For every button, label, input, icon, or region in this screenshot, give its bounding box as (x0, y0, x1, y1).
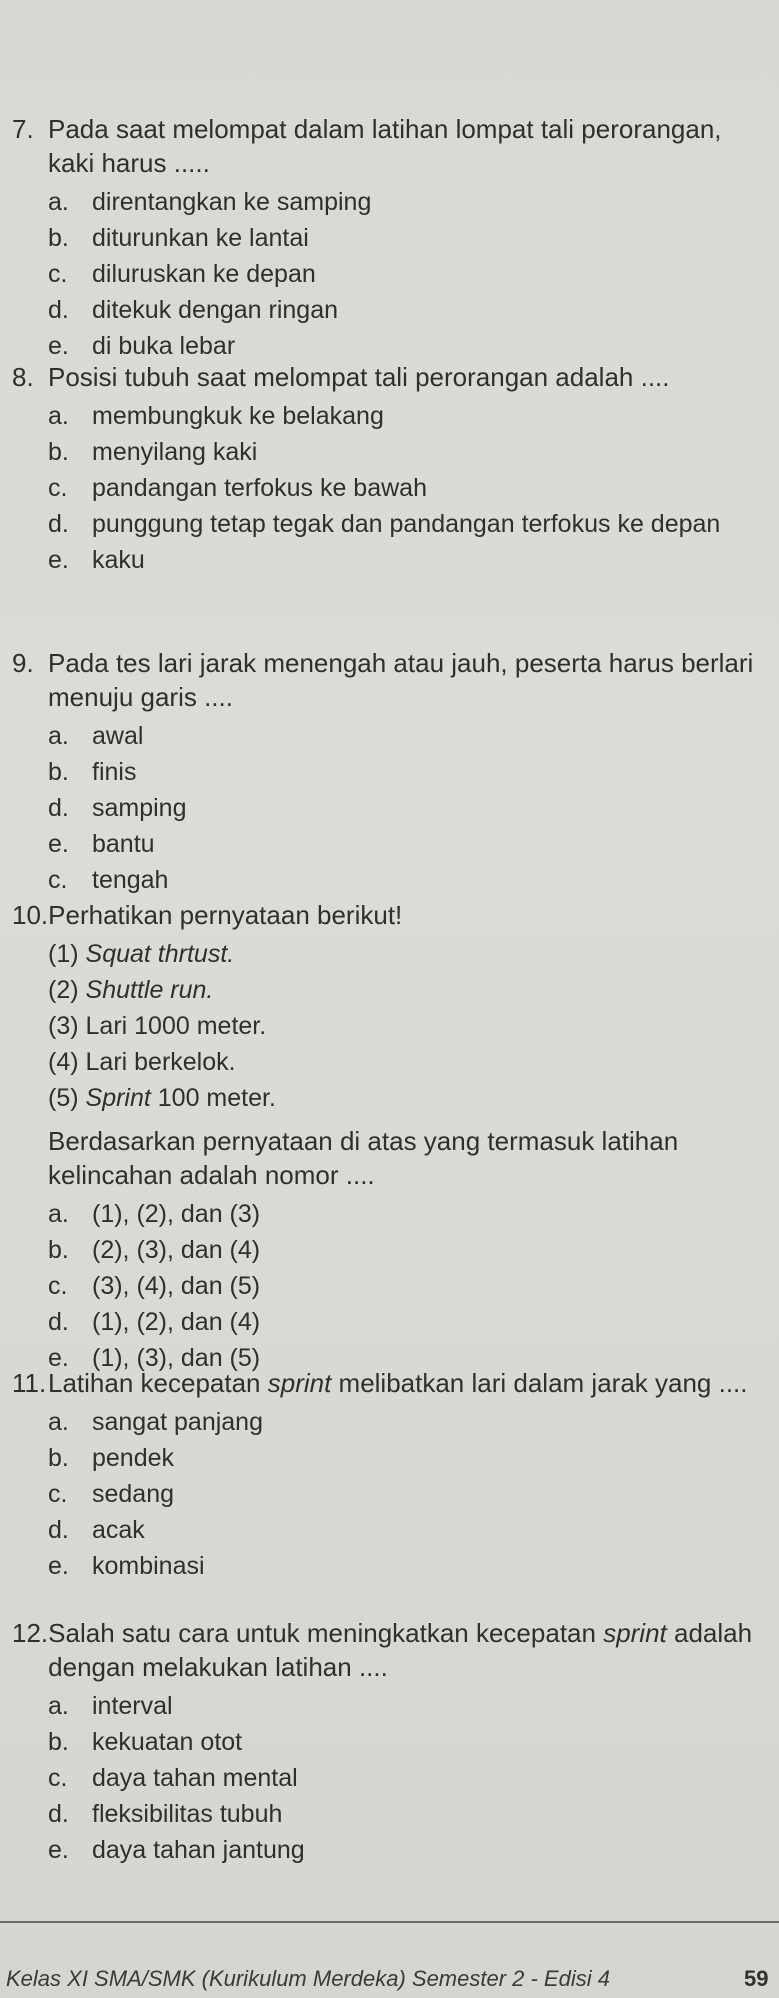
option-text: fleksibilitas tubuh (92, 1800, 283, 1828)
option-letter: a. (48, 1692, 69, 1720)
question-7 (12, 112, 764, 364)
question-number: 9. (12, 648, 34, 678)
option-a (48, 1688, 764, 1724)
option-e (48, 328, 764, 364)
page-number: 59 (744, 1966, 769, 1991)
statement-text: Shuttle run. (85, 976, 214, 1004)
question-text: Salah satu cara untuk meningkatkan kecepatan sprint adalah dengan melakukan latihan .... (48, 1618, 753, 1682)
option-list (48, 1404, 764, 1584)
question-9 (12, 646, 764, 898)
option-letter: a. (48, 188, 69, 216)
option-list (48, 1196, 764, 1376)
option-e (48, 542, 764, 578)
option-letter: e. (48, 546, 69, 574)
option-letter: b. (48, 438, 69, 466)
question-followup: Berdasarkan pernyataan di atas yang termasuk latihan kelincahan adalah nomor .... (48, 1126, 679, 1190)
statement-1 (48, 936, 764, 972)
option-text: (3), (4), dan (5) (92, 1272, 261, 1300)
option-a (48, 398, 764, 434)
option-c (48, 1760, 764, 1796)
option-letter: c. (48, 1272, 68, 1300)
question-number: 12. (12, 1618, 49, 1648)
option-d (48, 1304, 764, 1340)
option-b (48, 754, 764, 790)
option-letter: e. (48, 332, 69, 360)
option-text: daya tahan mental (92, 1764, 298, 1792)
option-letter: a. (48, 722, 69, 750)
option-a (48, 184, 764, 220)
question-11 (12, 1366, 764, 1584)
option-list (48, 718, 764, 898)
option-b (48, 434, 764, 470)
option-letter: c. (48, 1764, 68, 1792)
option-text: diluruskan ke depan (92, 260, 316, 288)
option-text: direntangkan ke samping (92, 188, 372, 216)
option-letter: d. (48, 1308, 69, 1336)
option-list (48, 184, 764, 364)
question-12 (12, 1616, 764, 1868)
statement-italic-text: Sprint (85, 1084, 151, 1112)
statement-3 (48, 1008, 764, 1044)
option-c (48, 1268, 764, 1304)
option-text: finis (92, 758, 137, 786)
option-b (48, 220, 764, 256)
option-d (48, 1796, 764, 1832)
question-number: 11. (12, 1368, 47, 1398)
question-8 (12, 360, 764, 578)
option-letter: d. (48, 296, 69, 324)
option-text: sangat panjang (92, 1408, 263, 1436)
option-e (48, 1548, 764, 1584)
option-c (48, 256, 764, 292)
option-d (48, 506, 764, 542)
statement-label: (1) (48, 940, 79, 968)
question-number: 7. (12, 114, 34, 144)
option-text: (2), (3), dan (4) (92, 1236, 261, 1264)
option-letter: b. (48, 1236, 69, 1264)
option-d (48, 1512, 764, 1548)
option-text: tengah (92, 866, 169, 894)
option-letter: d. (48, 1800, 69, 1828)
option-b (48, 1440, 764, 1476)
option-letter: e. (48, 1836, 69, 1864)
option-list (48, 398, 764, 578)
option-letter: c. (48, 260, 68, 288)
option-letter: e. (48, 830, 69, 858)
option-letter: a. (48, 402, 69, 430)
option-text: (1), (2), dan (3) (92, 1200, 261, 1228)
statement-2 (48, 972, 764, 1008)
option-letter: c. (48, 1480, 68, 1508)
option-e (48, 826, 764, 862)
question-text: Latihan kecepatan sprint melibatkan lari dalam jarak yang .... (48, 1368, 748, 1398)
option-letter: a. (48, 1200, 69, 1228)
option-text: pandangan terfokus ke bawah (92, 474, 427, 502)
option-letter: e. (48, 1344, 69, 1372)
option-e (48, 1832, 764, 1868)
option-letter: d. (48, 1516, 69, 1544)
option-list (48, 1688, 764, 1868)
option-text: ditekuk dengan ringan (92, 296, 339, 324)
option-text: (1), (3), dan (5) (92, 1344, 261, 1372)
option-text: punggung tetap tegak dan pandangan terfokus ke depan (92, 510, 721, 538)
statement-text: 100 meter. (150, 1084, 276, 1112)
option-text: membungkuk ke belakang (92, 402, 384, 430)
option-text: interval (92, 1692, 173, 1720)
option-text: kombinasi (92, 1552, 205, 1580)
option-a (48, 1404, 764, 1440)
question-number: 10. (12, 900, 49, 930)
option-d (48, 292, 764, 328)
option-a (48, 718, 764, 754)
question-text: Pada tes lari jarak menengah atau jauh, peserta harus berlari menuju garis .... (48, 648, 754, 712)
question-10 (12, 898, 764, 1376)
option-letter: d. (48, 510, 69, 538)
option-text: diturunkan ke lantai (92, 224, 309, 252)
option-text: sedang (92, 1480, 175, 1508)
option-text: (1), (2), dan (4) (92, 1308, 261, 1336)
statement-4 (48, 1044, 764, 1080)
question-number: 8. (12, 362, 34, 392)
option-c (48, 1476, 764, 1512)
option-text: acak (92, 1516, 145, 1544)
option-text: pendek (92, 1444, 175, 1472)
option-text: menyilang kaki (92, 438, 258, 466)
option-letter: b. (48, 1728, 69, 1756)
option-text: di buka lebar (92, 332, 236, 360)
option-letter: d. (48, 794, 69, 822)
statement-label: (4) (48, 1048, 79, 1076)
option-text: kekuatan otot (92, 1728, 243, 1756)
statement-label: (2) (48, 976, 79, 1004)
statement-label: (3) (48, 1012, 79, 1040)
option-d (48, 790, 764, 826)
option-letter: e. (48, 1552, 69, 1580)
option-a (48, 1196, 764, 1232)
option-letter: c. (48, 866, 68, 894)
footer-divider (0, 1921, 779, 1923)
option-text: awal (92, 722, 144, 750)
option-text: kaku (92, 546, 145, 574)
option-b (48, 1232, 764, 1268)
option-text: bantu (92, 830, 155, 858)
option-c (48, 862, 764, 898)
question-text: Pada saat melompat dalam latihan lompat tali perorangan, kaki harus ..... (48, 114, 722, 178)
statement-5 (48, 1080, 764, 1116)
statement-text: Squat thrtust. (85, 940, 235, 968)
option-text: samping (92, 794, 187, 822)
option-c (48, 470, 764, 506)
option-b (48, 1724, 764, 1760)
option-letter: c. (48, 474, 68, 502)
statement-text: Lari 1000 meter. (85, 1012, 267, 1040)
statement-text: Lari berkelok. (85, 1048, 236, 1076)
option-letter: b. (48, 1444, 69, 1472)
option-text: daya tahan jantung (92, 1836, 305, 1864)
statement-list (48, 936, 764, 1116)
option-letter: a. (48, 1408, 69, 1436)
option-letter: b. (48, 224, 69, 252)
footer-text: Kelas XI SMA/SMK (Kurikulum Merdeka) Semester 2 - Edisi 4 (6, 1966, 610, 1991)
question-text: Perhatikan pernyataan berikut! (48, 900, 403, 930)
question-text: Posisi tubuh saat melompat tali perorangan adalah .... (48, 362, 670, 392)
option-letter: b. (48, 758, 69, 786)
statement-label: (5) (48, 1084, 79, 1112)
